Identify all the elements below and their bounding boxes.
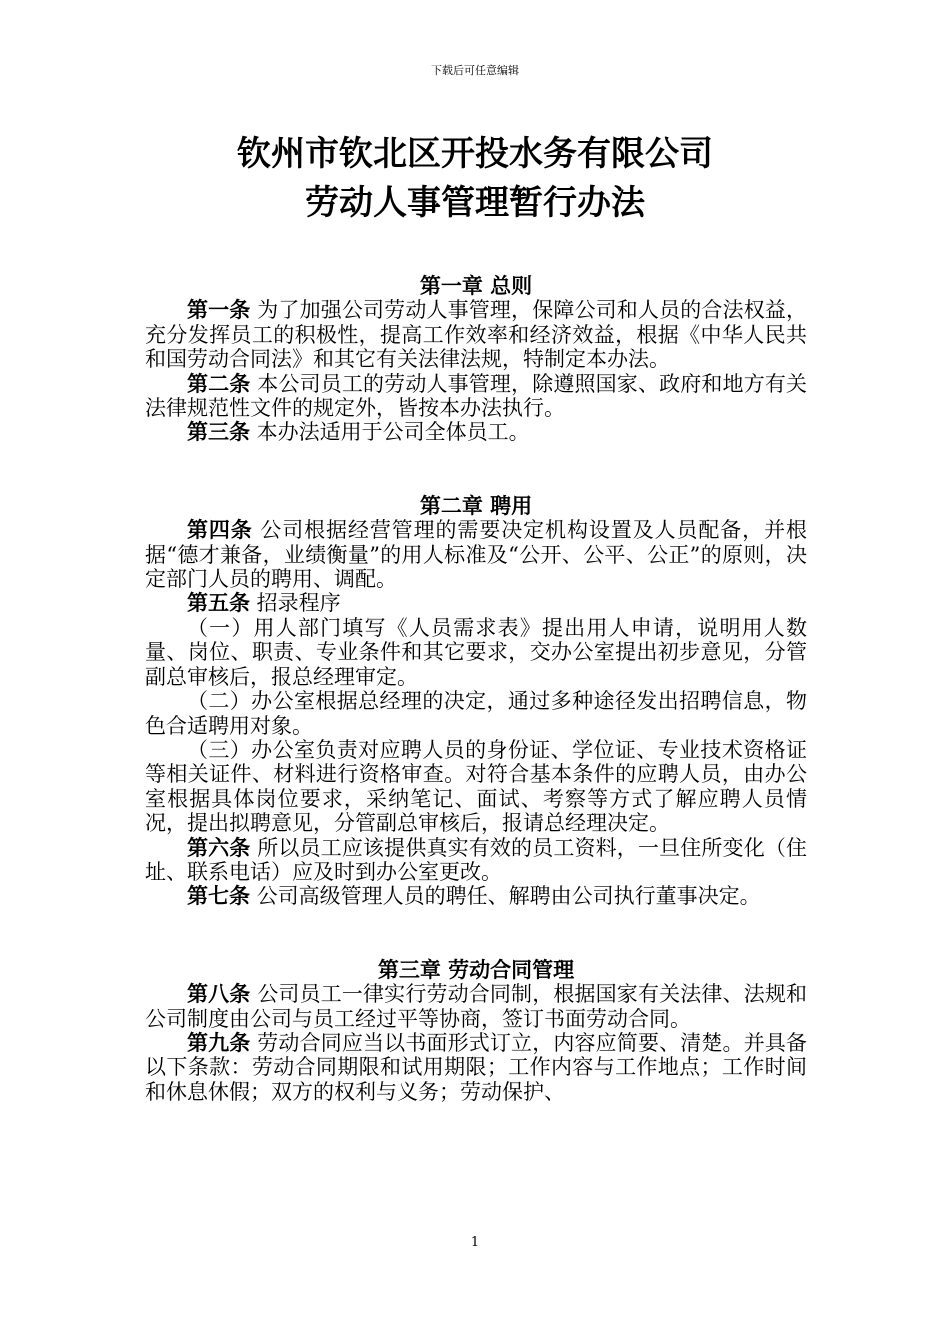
chapter-heading: 第二章 聘用 [419, 493, 533, 518]
article-label: 第一条 [187, 298, 251, 323]
chapter-heading: 第三章 劳动合同管理 [377, 957, 575, 982]
article-paragraph [145, 591, 807, 615]
article-text: 本办法适用于公司全体员工。 [250, 420, 530, 445]
chapter-spacer [145, 909, 807, 958]
article-paragraph [145, 372, 807, 421]
article-label: 第五条 [187, 591, 250, 616]
article-paragraph [145, 982, 807, 1031]
article-paragraph [145, 884, 807, 908]
article-paragraph [145, 836, 807, 885]
document-title-line2: 劳动人事管理暂行办法 [305, 183, 645, 223]
article-paragraph [145, 298, 807, 371]
article-label: 第三条 [187, 420, 250, 445]
article-label: 第七条 [187, 884, 250, 909]
procedure-paragraph [145, 738, 807, 836]
procedure-paragraph [145, 616, 807, 689]
document-body [145, 274, 807, 1104]
article-label: 第二条 [187, 371, 251, 396]
article-text: 公司高级管理人员的聘任、解聘由公司执行董事决定。 [250, 884, 761, 909]
article-text: 招录程序 [250, 591, 341, 616]
article-text: 本公司员工的劳动人事管理，除遵照国家、政府和地方有关法律规范性文件的规定外，皆按本办法执行。 [145, 371, 807, 421]
article-label: 第六条 [187, 835, 251, 860]
page-number: 1 [470, 1235, 480, 1250]
article-text: 所以员工应该提供真实有效的员工资料，一旦住所变化（住址、联系电话）应及时到办公室更改。 [145, 835, 807, 884]
article-text: 公司员工一律实行劳动合同制，根据国家有关法律、法规和公司制度由公司与员工经过平等协商，签订书面劳动合同。 [145, 982, 807, 1031]
article-paragraph [145, 420, 807, 444]
article-label: 第八条 [187, 982, 251, 1007]
procedure-text: （一）用人部门填写《人员需求表》提出用人申请，说明用人数量、岗位、职责、专业条件和其它要求，交办公室提出初步意见，分管副总审核后，报总经理审定。 [145, 615, 807, 689]
article-label: 第九条 [187, 1030, 251, 1055]
chapter-heading: 第一章 总则 [419, 274, 533, 298]
procedure-text: （二）办公室根据总经理的决定，通过多种途径发出招聘信息，物色合适聘用对象。 [145, 689, 807, 738]
procedure-paragraph [145, 689, 807, 738]
article-paragraph [145, 1031, 807, 1104]
document-title-line1: 钦州市钦北区开投水务有限公司 [237, 134, 713, 174]
article-paragraph [145, 518, 807, 591]
article-label: 第四条 [187, 518, 253, 543]
article-text: 公司根据经营管理的需要决定机构设置及人员配备，并根据“德才兼备，业绩衡量”的用人标准及“公开、公平、公正”的原则，决定部门人员的聘用、调配。 [145, 518, 807, 592]
chapter-spacer [145, 445, 807, 494]
procedure-text: （三）办公室负责对应聘人员的身份证、学位证、专业技术资格证等相关证件、材料进行资格审查。对符合基本条件的应聘人员，由办公室根据具体岗位要求，采纳笔记、面试、考察等方式了解应聘人员情况，提出拟聘意见，分管副总审核后，报请总经理决定。 [145, 737, 807, 836]
article-text: 劳动合同应当以书面形式订立，内容应简要、清楚。并具备以下条款：劳动合同期限和试用期限；工作内容与工作地点；工作时间和休息休假；双方的权利与义务；劳动保护、 [145, 1030, 807, 1104]
header-note: 下载后可任意编辑 [431, 64, 519, 77]
article-text: 为了加强公司劳动人事管理，保障公司和人员的合法权益，充分发挥员工的积极性，提高工作效率和经济效益，根据《中华人民共和国劳动合同法》和其它有关法律法规，特制定本办法。 [145, 298, 807, 372]
